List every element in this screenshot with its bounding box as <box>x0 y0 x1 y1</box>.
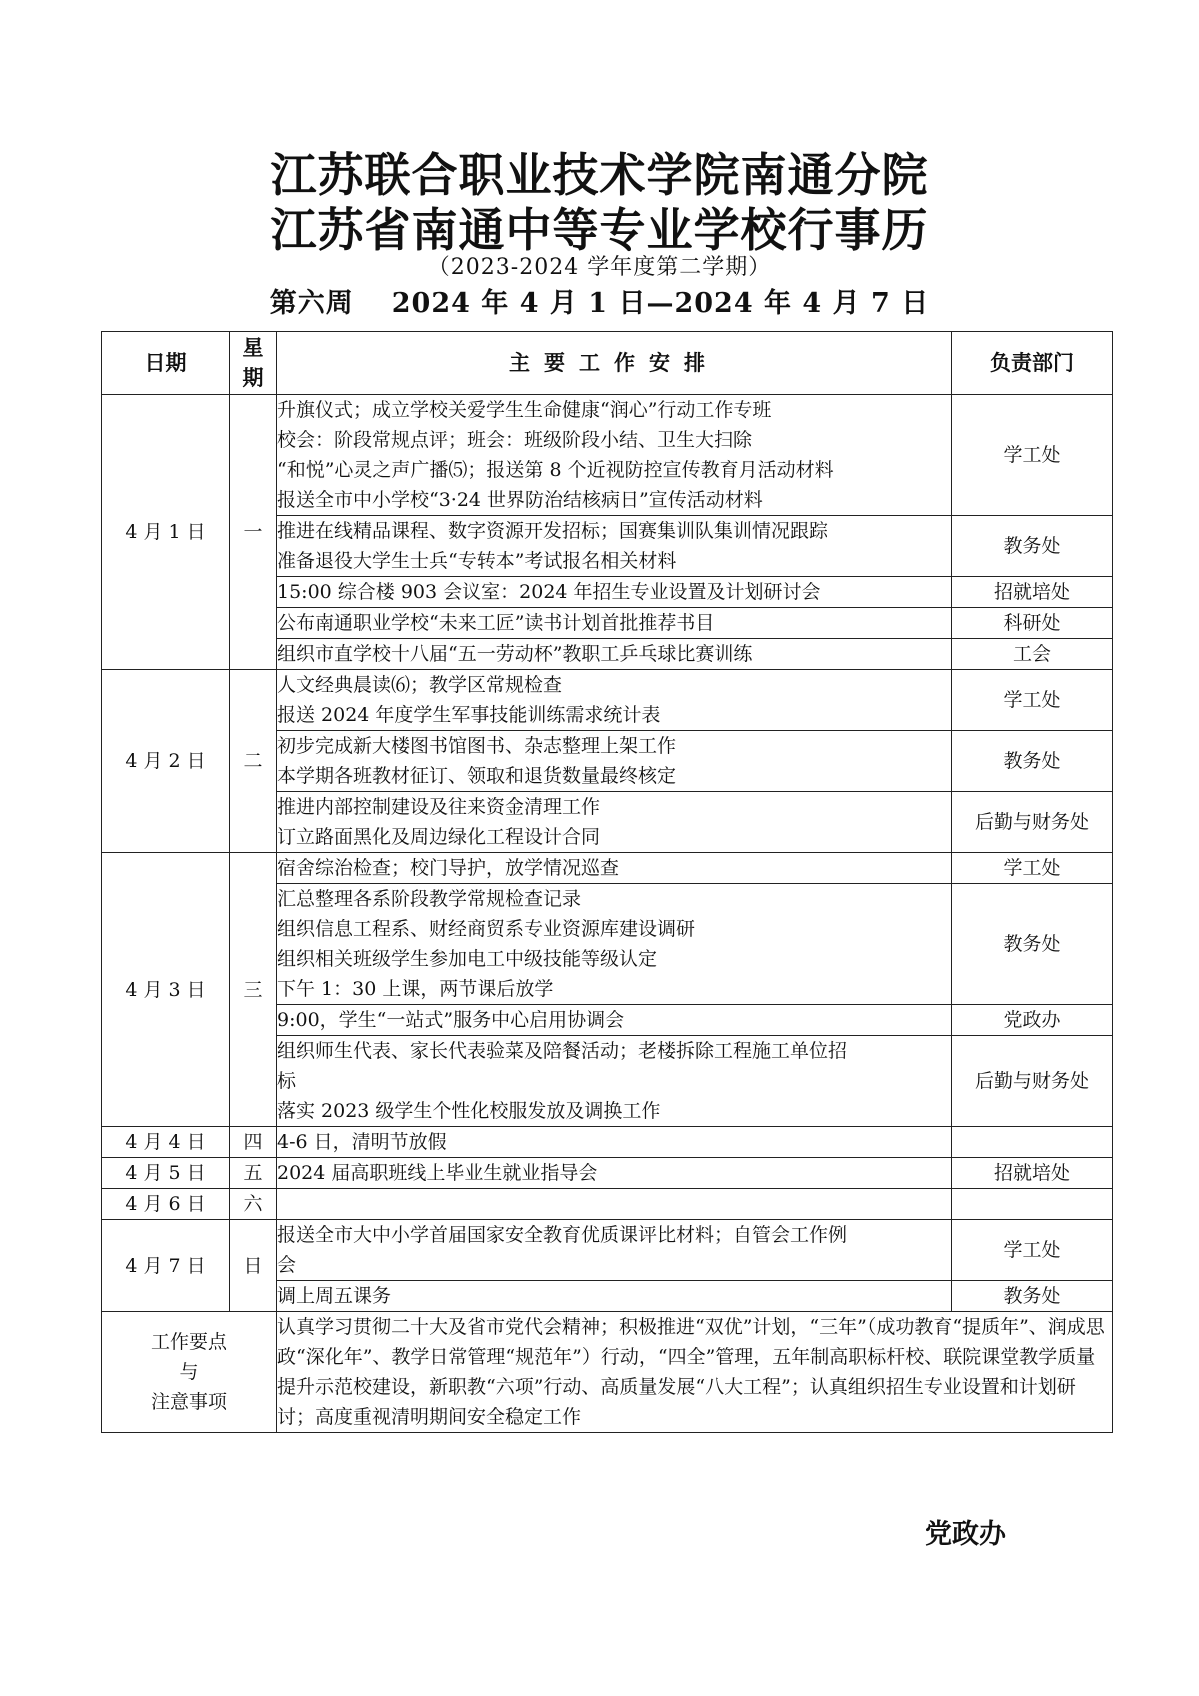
dept-cell: 科研处 <box>952 608 1113 639</box>
date-cell: 4 月 7 日 <box>102 1220 230 1312</box>
header-date: 日期 <box>102 332 230 395</box>
work-line: 本学期各班教材征订、领取和退货数量最终核定 <box>277 765 677 787</box>
dept-cell: 教务处 <box>952 516 1113 577</box>
work-cell <box>277 1036 952 1127</box>
header-weekday-line2: 期 <box>242 366 264 390</box>
weekday-cell: 六 <box>230 1189 277 1220</box>
schedule-table <box>101 331 1113 1433</box>
notes-text: 认真学习贯彻二十大及省市党代会精神；积极推进“双优”计划，“三年”（成功教育“提质年”、润成思政“深化年”、教学日常管理“规范年”）行动，“四全”管理，五年制高职标杆校、联院课堂教学质量提升示范校建设，新职教“六项”行动、高质量发展“八大工程”；认真组织招生专业设置和计划研讨；高度重视清明期间安全稳定工作 <box>277 1312 1113 1433</box>
dept-cell: 招就培处 <box>952 1158 1113 1189</box>
work-cell <box>277 670 952 731</box>
work-cell <box>277 884 952 1005</box>
work-cell <box>277 1127 952 1158</box>
work-cell <box>277 1158 952 1189</box>
work-cell <box>277 516 952 577</box>
dept-cell: 学工处 <box>952 1220 1113 1281</box>
work-line: 汇总整理各系阶段教学常规检查记录 <box>277 888 582 910</box>
schedule-body <box>102 395 1113 1312</box>
table-row <box>102 1220 1113 1281</box>
work-line: 报送全市中小学校“3·24 世界防治结核病日”宣传活动材料 <box>277 489 763 511</box>
work-cell <box>277 792 952 853</box>
notes-label <box>102 1312 277 1433</box>
dept-cell: 工会 <box>952 639 1113 670</box>
work-cell <box>277 395 952 516</box>
table-row <box>102 853 1113 884</box>
dept-cell: 党政办 <box>952 1005 1113 1036</box>
table-row <box>102 1189 1113 1220</box>
work-line: 组织师生代表、家长代表验菜及陪餐活动；老楼拆除工程施工单位招 <box>277 1040 848 1062</box>
header-weekday <box>230 332 277 395</box>
work-line: 落实 2023 级学生个性化校服发放及调换工作 <box>277 1100 661 1122</box>
signature: 党政办 <box>925 1519 1006 1550</box>
date-cell: 4 月 6 日 <box>102 1189 230 1220</box>
work-cell <box>277 1220 952 1281</box>
notes-label-line3: 注意事项 <box>150 1391 227 1413</box>
work-line: 标 <box>277 1070 297 1092</box>
work-line: 准备退役大学生士兵“专转本”考试报名相关材料 <box>277 550 677 572</box>
week-range: 2024 年 4 月 1 日—2024 年 4 月 7 日 <box>391 288 930 319</box>
dept-cell: 学工处 <box>952 670 1113 731</box>
dept-cell: 学工处 <box>952 853 1113 884</box>
work-line: 2024 届高职班线上毕业生就业指导会 <box>277 1162 598 1184</box>
header-work: 主要工作安排 <box>277 332 952 395</box>
work-line: 组织信息工程系、财经商贸系专业资源库建设调研 <box>277 918 696 940</box>
work-line: 9:00，学生“一站式”服务中心启用协调会 <box>277 1009 625 1031</box>
work-line: 15:00 综合楼 903 会议室：2024 年招生专业设置及计划研讨会 <box>277 581 821 603</box>
work-cell <box>277 853 952 884</box>
table-row <box>102 1158 1113 1189</box>
work-cell <box>277 577 952 608</box>
dept-cell: 教务处 <box>952 731 1113 792</box>
work-cell <box>277 608 952 639</box>
header-weekday-line1: 星 <box>242 336 264 360</box>
work-line: 公布南通职业学校“未来工匠”读书计划首批推荐书目 <box>277 612 715 634</box>
week-label: 第六周 <box>269 288 354 319</box>
weekday-cell: 一 <box>230 395 277 670</box>
notes-label-line1: 工作要点 <box>150 1331 227 1353</box>
work-line: “和悦”心灵之声广播⑸；报送第 8 个近视防控宣传教育月活动材料 <box>277 459 834 481</box>
week-heading <box>0 285 1199 323</box>
work-line <box>277 1189 951 1219</box>
work-line: 报送全市大中小学首届国家安全教育优质课评比材料；自管会工作例 <box>277 1224 848 1246</box>
table-header-row <box>102 332 1113 395</box>
date-cell: 4 月 3 日 <box>102 853 230 1127</box>
work-line: 初步完成新大楼图书馆图书、杂志整理上架工作 <box>277 735 677 757</box>
weekday-cell: 四 <box>230 1127 277 1158</box>
work-line: 订立路面黑化及周边绿化工程设计合同 <box>277 826 601 848</box>
work-line: 组织市直学校十八届“五一劳动杯”教职工乒乓球比赛训练 <box>277 643 753 665</box>
dept-cell: 后勤与财务处 <box>952 1036 1113 1127</box>
date-cell: 4 月 2 日 <box>102 670 230 853</box>
work-line: 组织相关班级学生参加电工中级技能等级认定 <box>277 948 658 970</box>
date-cell: 4 月 1 日 <box>102 395 230 670</box>
semester-subtitle: （2023-2024 学年度第二学期） <box>427 255 772 280</box>
weekday-cell: 五 <box>230 1158 277 1189</box>
table-row <box>102 1127 1113 1158</box>
dept-cell: 后勤与财务处 <box>952 792 1113 853</box>
notes-label-line2: 与 <box>179 1361 199 1383</box>
dept-cell: 招就培处 <box>952 577 1113 608</box>
table-row <box>102 670 1113 731</box>
header-dept: 负责部门 <box>952 332 1113 395</box>
work-line: 报送 2024 年度学生军事技能训练需求统计表 <box>277 704 661 726</box>
work-line: 宿舍综治检查；校门导护，放学情况巡查 <box>277 857 620 879</box>
work-cell <box>277 1005 952 1036</box>
work-line: 升旗仪式；成立学校关爱学生生命健康“润心”行动工作专班 <box>277 399 772 421</box>
work-cell <box>277 731 952 792</box>
work-line: 校会：阶段常规点评；班会：班级阶段小结、卫生大扫除 <box>277 429 753 451</box>
work-line: 人文经典晨读⑹；教学区常规检查 <box>277 674 563 696</box>
weekday-cell: 三 <box>230 853 277 1127</box>
work-line: 推进内部控制建设及往来资金清理工作 <box>277 796 601 818</box>
work-line: 调上周五课务 <box>277 1285 392 1307</box>
date-cell: 4 月 4 日 <box>102 1127 230 1158</box>
table-row <box>102 395 1113 516</box>
dept-cell: 学工处 <box>952 395 1113 516</box>
work-line: 下午 1：30 上课，两节课后放学 <box>277 978 554 1000</box>
date-cell: 4 月 5 日 <box>102 1158 230 1189</box>
title-line-2: 江苏省南通中等专业学校行事历 <box>270 203 929 257</box>
dept-cell <box>952 1189 1113 1220</box>
weekday-cell: 二 <box>230 670 277 853</box>
work-line: 4-6 日，清明节放假 <box>277 1131 447 1153</box>
dept-cell <box>952 1127 1113 1158</box>
work-line: 推进在线精品课程、数字资源开发招标；国赛集训队集训情况跟踪 <box>277 520 829 542</box>
work-cell <box>277 1281 952 1312</box>
work-cell <box>277 1189 952 1220</box>
notes-row <box>102 1312 1113 1433</box>
work-cell <box>277 639 952 670</box>
work-line: 会 <box>277 1254 297 1276</box>
dept-cell: 教务处 <box>952 884 1113 1005</box>
title-line-1: 江苏联合职业技术学院南通分院 <box>270 148 929 202</box>
dept-cell: 教务处 <box>952 1281 1113 1312</box>
weekday-cell: 日 <box>230 1220 277 1312</box>
